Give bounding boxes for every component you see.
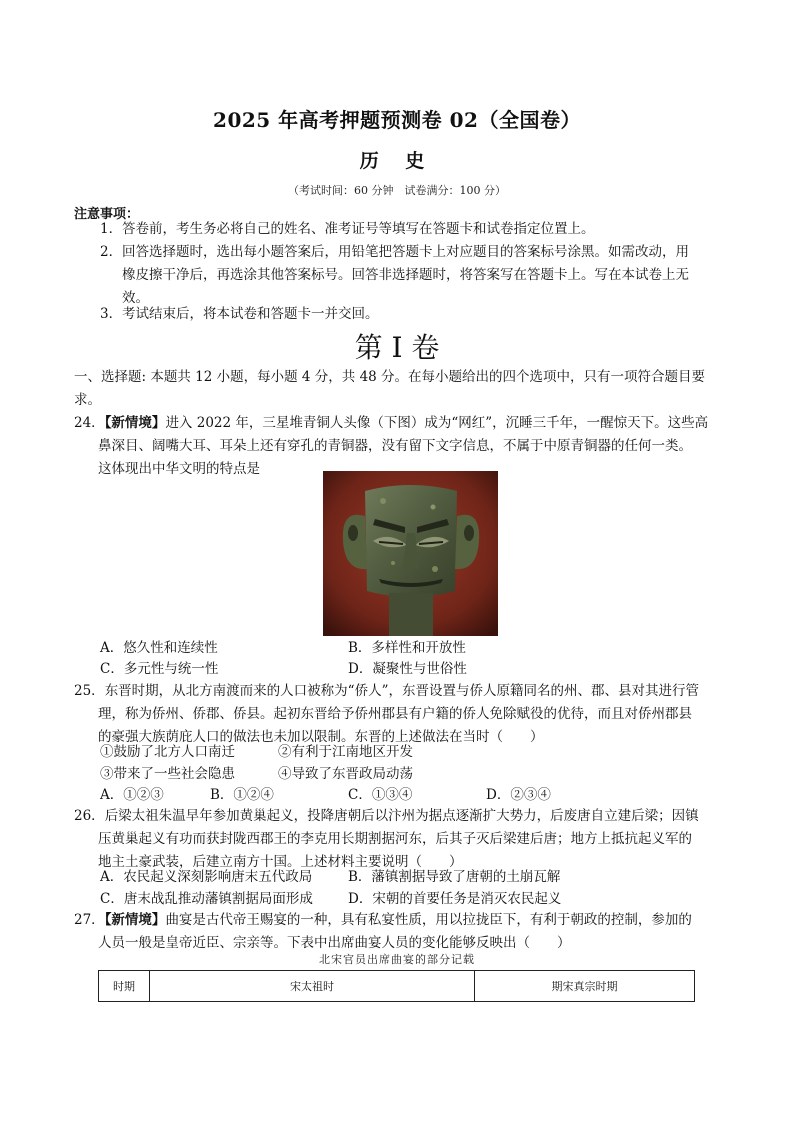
- question-text: 后梁太祖朱温早年参加黄巢起义，投降唐朝后以汴州为据点逐渐扩大势力，后废唐自立建后梁；因镇: [104, 808, 699, 824]
- question-text: 进入 2022 年，三星堆青铜人头像（下图）成为“网红”，沉睡三千年，一醒惊天下。这些高: [165, 415, 709, 431]
- notice-num: 3．: [100, 306, 123, 322]
- question-text: 压黄巢起义有功而获封陇西郡王的李克用长期割据河东，后其子灭后梁建后唐；地方上抵抗起义军的: [98, 831, 692, 847]
- section-line: 求。: [74, 392, 101, 408]
- notice-text: 橡皮擦干净后，再选涂其他答案标号。回答非选择题时，将答案写在答题卡上。写在本试卷上无: [122, 267, 689, 283]
- notice-item-1: [100, 218, 724, 241]
- option-b[interactable]: B．①②④: [210, 787, 274, 803]
- statement-row: [100, 763, 720, 786]
- question-text: 的豪强大族荫庇人口的做法也未加以限制。东晋的上述做法在当时（ ）: [98, 729, 544, 745]
- notice-item-3: [100, 303, 724, 326]
- sanxingdui-bronze-head-image: [323, 471, 498, 636]
- option-a[interactable]: A．悠久性和连续性: [100, 640, 218, 656]
- notice-text: 回答选择题时，选出每小题答案后，用铅笔把答题卡上对应题目的答案标号涂黑。如需改动，用: [122, 244, 689, 260]
- notice-text: 考试结束后，将本试卷和答题卡一并交回。: [122, 306, 379, 322]
- notice-item-2: [100, 241, 724, 310]
- option-d[interactable]: D．宋朝的首要任务是消灭农民起义: [348, 891, 562, 907]
- new-context-tag: 【新情境】: [104, 912, 166, 928]
- options-row: [100, 784, 720, 807]
- statement-1: ①鼓励了北方人口南迁: [100, 744, 235, 760]
- option-b[interactable]: B．多样性和开放性: [348, 640, 466, 656]
- option-b[interactable]: B．藩镇割据导致了唐朝的土崩瓦解: [348, 869, 561, 885]
- table-header-cell: 宋太祖时: [150, 971, 475, 1002]
- subject-title: 历 史: [359, 150, 435, 172]
- option-c[interactable]: C．多元性与统一性: [100, 661, 219, 677]
- option-c[interactable]: C．唐末战乱推动藩镇割据局面形成: [100, 891, 313, 907]
- question-25: [74, 680, 722, 749]
- option-a[interactable]: A．①②③: [100, 787, 164, 803]
- notice-num: 1．: [100, 221, 123, 237]
- notice-heading: 注意事项：: [74, 207, 140, 222]
- table-header-cell: 期宋真宗时期: [475, 971, 695, 1002]
- exam-info: （考试时间：60 分钟 试卷满分：100 分）: [288, 184, 506, 197]
- question-text: 这体现出中华文明的特点是: [98, 461, 260, 477]
- section-instructions: [74, 366, 722, 412]
- volume-heading: 第 I 卷: [354, 331, 440, 364]
- table-header-cell: 时期: [99, 971, 150, 1002]
- question-text: 地主土豪武装，后建立南方十国。上述材料主要说明（ ）: [98, 854, 463, 870]
- statement-4: ④导致了东晋政局动荡: [278, 766, 413, 782]
- statement-2: ②有利于江南地区开发: [278, 744, 413, 760]
- question-text: 人员一般是皇帝近臣、宗亲等。下表中出席曲宴人员的变化能够反映出（ ）: [98, 935, 571, 951]
- question-27: [74, 909, 722, 955]
- new-context-tag: 【新情境】: [104, 415, 166, 431]
- notice-num: 2．: [100, 244, 123, 260]
- question-26: [74, 805, 722, 874]
- options-row: [100, 637, 720, 660]
- question-text: 曲宴是古代帝王赐宴的一种，具有私宴性质，用以拉拢臣下，有利于朝政的控制，参加的: [165, 912, 692, 928]
- question-text: 理，称为侨州、侨郡、侨县。起初东晋给予侨州郡县有户籍的侨人免除赋役的优待，而且对侨州郡县: [98, 706, 692, 722]
- section-line: 一、选择题: 本题共 12 小题，每小题 4 分，共 48 分。在每小题给出的四个选项中，只有一项符合题目要: [74, 369, 706, 385]
- notice-text: 答卷前，考生务必将自己的姓名、准考证号等填写在答题卡和试卷指定位置上。: [122, 221, 595, 237]
- banquet-records-table: [98, 970, 695, 1002]
- table-caption: 北宋官员出席曲宴的部分记载: [319, 953, 475, 966]
- option-d[interactable]: D．凝聚性与世俗性: [348, 661, 467, 677]
- question-number: 26．: [74, 808, 105, 824]
- statement-row: [100, 741, 720, 764]
- question-number: 25．: [74, 683, 105, 699]
- option-c[interactable]: C．①③④: [348, 787, 413, 803]
- options-row: [100, 658, 720, 681]
- options-row: [100, 888, 720, 911]
- exam-title: 2025 年高考押题预测卷 02（全国卷）: [213, 108, 581, 132]
- question-text: 鼻深目、阔嘴大耳、耳朵上还有穿孔的青铜器，没有留下文字信息，不属于中原青铜器的任何一类。: [98, 438, 692, 454]
- option-d[interactable]: D．②③④: [486, 787, 551, 803]
- question-number: 24．: [74, 415, 105, 431]
- question-text: 东晋时期，从北方南渡而来的人口被称为“侨人”，东晋设置与侨人原籍同名的州、郡、县对其进行管: [104, 683, 699, 699]
- statement-3: ③带来了一些社会隐患: [100, 766, 235, 782]
- notice-text: 效。: [122, 290, 149, 306]
- options-row: [100, 866, 720, 889]
- question-number: 27．: [74, 912, 105, 928]
- option-a[interactable]: A．农民起义深刻影响唐末五代政局: [100, 869, 313, 885]
- table-header-row: [99, 971, 695, 1002]
